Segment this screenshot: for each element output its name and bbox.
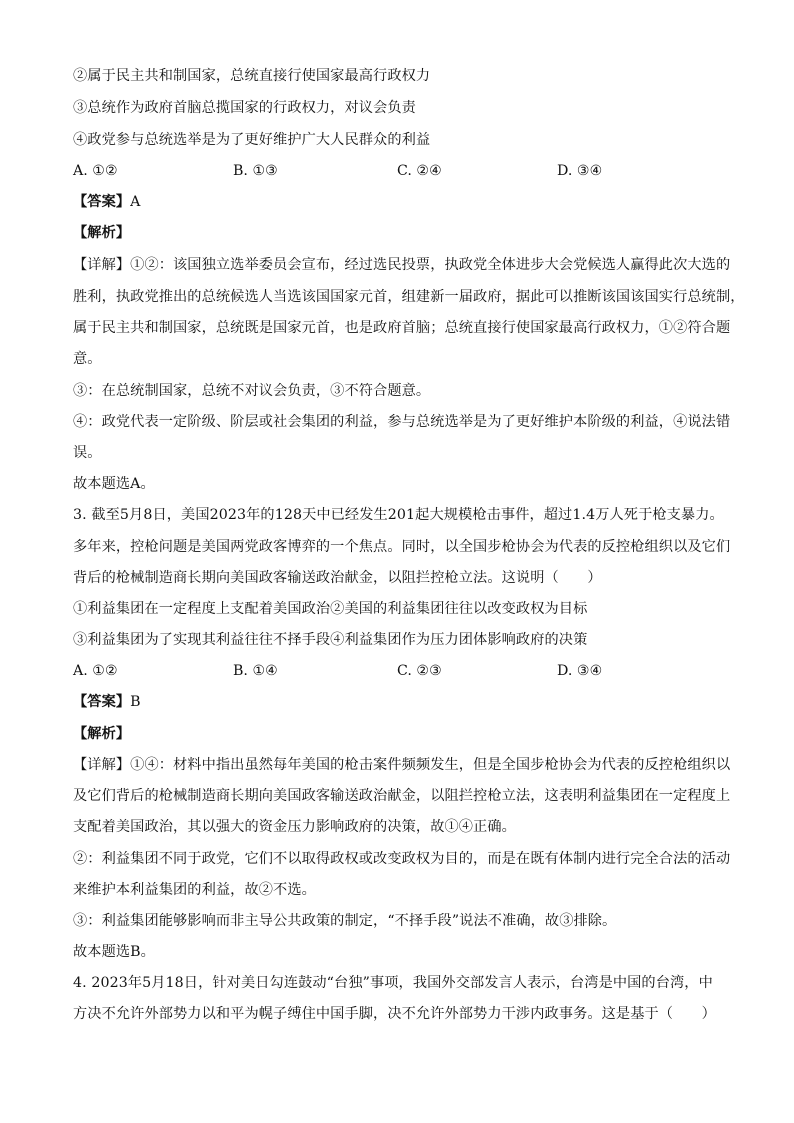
q3-answer-label: 【答案】	[73, 694, 131, 710]
q4-stem-line: 方决不允许外部势力以和平为幌子缚住中国手脚，决不允许外部势力干涉内政事务。这是基于（ ）	[73, 1006, 716, 1022]
q3-statement-line: ①利益集团在一定程度上支配着美国政治②美国的利益集团往往以改变政权为目标	[73, 601, 588, 617]
q3-option-c: C. ②③	[397, 663, 442, 679]
q2-analysis-label: 【解析】	[73, 225, 131, 241]
q3-option-b: B. ①④	[233, 663, 278, 679]
q2-statement-3: ③总统作为政府首脑总揽国家的行政权力，对议会负责	[73, 100, 416, 116]
q2-option-b: B. ①③	[233, 163, 278, 179]
q3-detail-line: ③：利益集团能够影响而非主导公共政策的制定，“不择手段”说法不准确，故③排除。	[73, 913, 617, 929]
q2-answer-value: A	[130, 194, 141, 210]
q3-option-d: D. ③④	[557, 663, 603, 679]
q2-option-c: C. ②④	[397, 163, 442, 179]
q2-detail-line: 误。	[73, 445, 102, 461]
q3-answer	[73, 692, 733, 712]
q3-stem-line: 多年来，控枪问题是美国两党政客博弈的一个焦点。同时，以全国步枪协会为代表的反控枪组织以及它们	[73, 539, 731, 555]
q3-detail-line: ②：利益集团不同于政党，它们不以取得政权或改变政权为目的，而是在既有体制内进行完全合法的活动	[73, 851, 731, 867]
q4-stem-line: 4. 2023年5月18日，针对美日勾连鼓动“台独”事项，我国外交部发言人表示，台湾是中国的台湾，中	[73, 975, 713, 991]
q2-statement-2: ②属于民主共和制国家，总统直接行使国家最高行政权力	[73, 68, 431, 84]
q3-option-a: A. ①②	[73, 663, 118, 679]
q2-detail-line: 意。	[73, 351, 102, 367]
q2-detail-line: 胜利，执政党推出的总统候选人当选该国国家元首，组建新一届政府，据此可以推断该国该国实行总统制，	[73, 289, 745, 305]
q2-detail-line: 故本题选A。	[73, 476, 155, 492]
q2-detail-line: ④：政党代表一定阶级、阶层或社会集团的利益，参与总统选举是为了更好维护本阶级的利益，④说法错	[73, 414, 731, 430]
q2-answer	[73, 192, 733, 212]
q2-detail-line: 属于民主共和制国家，总统既是国家元首，也是政府首脑；总统直接行使国家最高行政权力，①②符合题	[73, 320, 731, 336]
q3-detail-line: 故本题选B。	[73, 944, 155, 960]
q2-detail-line: ③：在总统制国家，总统不对议会负责，③不符合题意。	[73, 383, 431, 399]
q3-detail-line: 【详解】①④：材料中指出虽然每年美国的枪击案件频频发生，但是全国步枪协会为代表的反控枪组织以	[73, 757, 731, 773]
q3-detail-line: 来维护本利益集团的利益，故②不选。	[73, 882, 316, 898]
q3-stem-line: 背后的枪械制造商长期向美国政客输送政治献金，以阻拦控枪立法。这说明（ ）	[73, 570, 602, 586]
q3-analysis-label: 【解析】	[73, 726, 131, 742]
q2-answer-label: 【答案】	[73, 194, 131, 210]
q2-statement-4: ④政党参与总统选举是为了更好维护广大人民群众的利益	[73, 132, 431, 148]
q2-detail-line: 【详解】①②：该国独立选举委员会宣布，经过选民投票，执政党全体进步大会党候选人赢得此次大选的	[73, 257, 731, 273]
q3-statement-line: ③利益集团为了实现其利益往往不择手段④利益集团作为压力团体影响政府的决策	[73, 632, 588, 648]
q2-option-d: D. ③④	[557, 163, 603, 179]
q3-detail-line: 及它们背后的枪械制造商长期向美国政客输送政治献金，以阻拦控枪立法，这表明利益集团在一定程度上	[73, 788, 731, 804]
q3-answer-value: B	[130, 694, 141, 710]
q3-detail-line: 支配着美国政治，其以强大的资金压力影响政府的决策，故①④正确。	[73, 819, 516, 835]
q3-stem-line: 3. 截至5月8日，美国2023年的128天中已经发生201起大规模枪击事件，超过1.4万人死于枪支暴力。	[73, 507, 724, 523]
q2-option-a: A. ①②	[73, 163, 118, 179]
